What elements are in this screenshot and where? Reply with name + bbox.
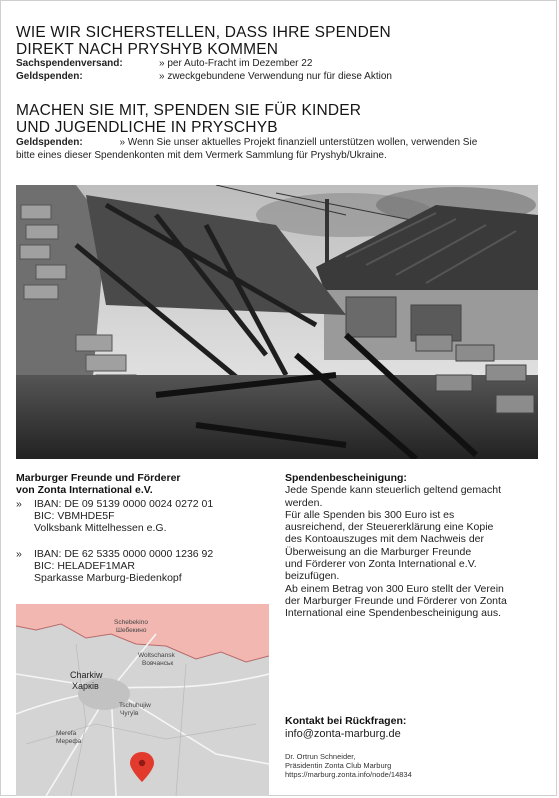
certificate-line: und Förderer von Zonta International e.V. xyxy=(285,558,477,571)
map-label-charkiw-cyr: Харків xyxy=(72,681,99,691)
geld-row xyxy=(16,71,392,83)
signature-name: Dr. Ortrun Schneider, xyxy=(285,752,356,761)
map-label-woltschansk-cyr: Вовчанськ xyxy=(142,660,174,667)
region-map xyxy=(16,604,269,796)
certificate-line: werden. xyxy=(285,496,323,509)
heading-donate-line1: MACHEN SIE MIT, SPENDEN SIE FÜR KINDER xyxy=(16,102,362,119)
certificate-title: Spendenbescheinigung: xyxy=(285,472,407,484)
bank-title-line1: Marburger Freunde und Förderer xyxy=(16,472,181,484)
bullet: » xyxy=(16,498,22,510)
certificate-line: Jede Spende kann steuerlich geltend gemacht xyxy=(285,484,501,497)
signature-url[interactable]: https://marburg.zonta.info/node/14834 xyxy=(285,770,412,779)
certificate-line: beizufügen. xyxy=(285,570,340,583)
geld2-label: Geldspenden: xyxy=(16,137,83,148)
contact-title: Kontakt bei Rückfragen: xyxy=(285,715,407,727)
geld2-text2: bitte eines dieser Spendenkonten mit dem Vermerk Sammlung für Pryshyb/Ukraine. xyxy=(16,149,387,161)
certificate-line: International eine Spendenbescheinigung aus. xyxy=(285,607,502,620)
heading-delivery-line1: WIE WIR SICHERSTELLEN, DASS IHRE SPENDEN xyxy=(16,24,391,41)
heading-delivery-line2: DIREKT NACH PRYSHYB KOMMEN xyxy=(16,41,279,58)
geld-label: Geldspenden: xyxy=(16,71,83,82)
map-label-schebekino-cyr: Шебекино xyxy=(116,627,147,634)
certificate-line: Überweisung an die Marburger Freunde xyxy=(285,545,472,558)
map-label-charkiw: Charkiw xyxy=(70,670,103,680)
bank-title-line2: von Zonta International e.V. xyxy=(16,484,153,496)
sach-row xyxy=(16,58,313,70)
bank-title xyxy=(16,472,181,496)
heading-donate xyxy=(16,102,361,136)
bank-name-2: Sparkasse Marburg-Biedenkopf xyxy=(34,572,182,584)
certificate-line: Für alle Spenden bis 300 Euro ist es xyxy=(285,508,455,521)
bic-1: BIC: VBMHDE5F xyxy=(34,510,115,522)
certificate-section xyxy=(285,472,547,620)
contact-email-link[interactable]: info@zonta-marburg.de xyxy=(285,728,401,740)
bic-2: BIC: HELADEF1MAR xyxy=(34,560,135,572)
certificate-line: des Kontoauszuges mit dem Nachweis der xyxy=(285,533,485,546)
destroyed-house-image xyxy=(16,185,538,459)
map-label-schebekino: Schebekino xyxy=(114,619,148,626)
certificate-line: der Marburger Freunde und Förderer von Zonta xyxy=(285,594,507,607)
sach-label: Sachspendenversand: xyxy=(16,58,123,69)
map-label-tschuhujiw: Tschuhujiw xyxy=(119,702,151,709)
geld-value: » zweckgebundene Verwendung nur für diese Aktion xyxy=(159,71,392,82)
iban-2: IBAN: DE 62 5335 0000 0000 1236 92 xyxy=(34,548,214,560)
heading-delivery xyxy=(16,24,391,58)
map-label-woltschansk: Woltschansk xyxy=(138,652,175,659)
iban-1: IBAN: DE 09 5139 0000 0024 0272 01 xyxy=(34,498,214,510)
heading-donate-line2: UND JUGENDLICHE IN PRYSCHYB xyxy=(16,119,278,136)
geld2-paragraph xyxy=(16,137,542,162)
map-label-merefa-cyr: Мерефа xyxy=(56,738,82,745)
geld2-text1: » Wenn Sie unser aktuelles Projekt finanziell unterstützen wollen, verwenden Sie xyxy=(119,137,478,148)
certificate-line: Ab einem Betrag von 300 Euro stellt der Verein xyxy=(285,582,504,595)
destroyed-house-photo xyxy=(16,185,538,459)
bullet: » xyxy=(16,548,22,560)
sach-value: » per Auto-Fracht im Dezember 22 xyxy=(159,58,313,69)
certificate-line: ausreichend, der Steuererklärung eine Kopie xyxy=(285,521,494,534)
map-label-tschuhujiw-cyr: Чугуїв xyxy=(120,710,139,717)
signature-role: Präsidentin Zonta Club Marburg xyxy=(285,761,392,770)
bank-name-1: Volksbank Mittelhessen e.G. xyxy=(34,522,167,534)
map-label-merefa: Merefa xyxy=(56,730,77,737)
